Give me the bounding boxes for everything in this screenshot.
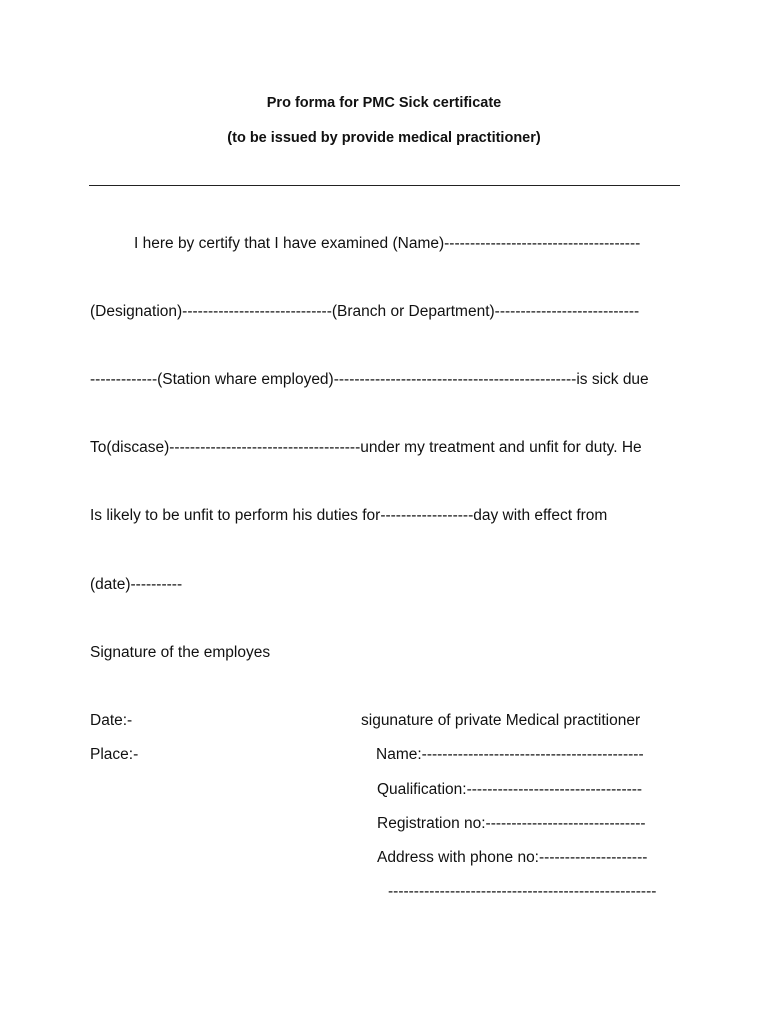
- document-subtitle: (to be issued by provide medical practitioner): [227, 130, 541, 146]
- duration-line: Is likely to be unfit to perform his duties for------------------day with effect from: [90, 507, 608, 524]
- practitioner-signature-label: sigunature of private Medical practitioner: [361, 712, 641, 729]
- address-phone-field: Address with phone no:---------------------: [377, 849, 648, 866]
- document-title: Pro forma for PMC Sick certificate: [266, 95, 502, 111]
- horizontal-rule: [89, 185, 680, 186]
- address-continuation-line: ----------------------------------------------------: [388, 883, 657, 900]
- date-line: (date)----------: [90, 576, 183, 593]
- certify-name-line: I here by certify that I have examined (Name)--------------------------------------: [134, 235, 641, 252]
- employee-signature-label: Signature of the employes: [90, 644, 271, 661]
- registration-field: Registration no:-------------------------------: [377, 815, 646, 832]
- place-label: Place:-: [90, 746, 139, 763]
- disease-line: To(discase)-------------------------------------under my treatment and unfit for duty. He: [90, 439, 642, 456]
- practitioner-name-field: Name:-------------------------------------------: [376, 746, 644, 763]
- date-label: Date:-: [90, 712, 133, 729]
- qualification-field: Qualification:----------------------------------: [377, 781, 643, 798]
- designation-branch-line: (Designation)-----------------------------(Branch or Department)----------------------------: [90, 303, 640, 320]
- station-line: -------------(Station whare employed)-----------------------------------------------is sick due: [90, 371, 649, 388]
